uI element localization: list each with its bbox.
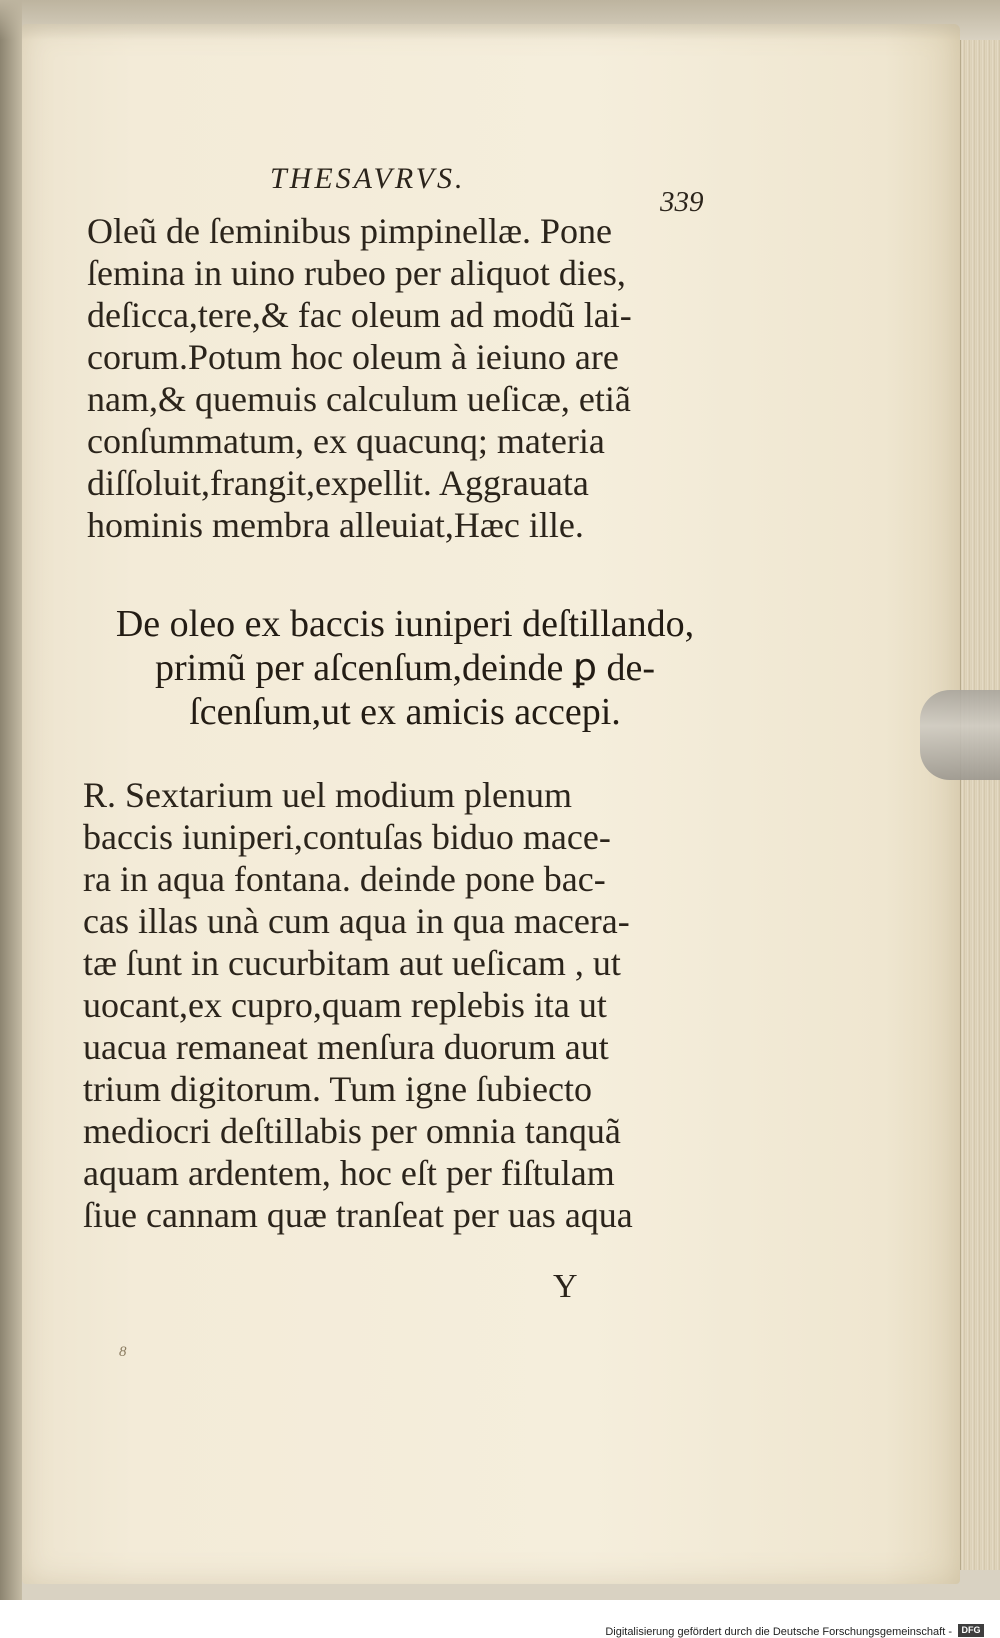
section-heading: [85, 602, 725, 734]
text-line: cas illas unà cum aqua in qua macera-: [83, 901, 630, 941]
paragraph-2: [83, 774, 723, 1236]
running-head: THESAVRVS.: [270, 162, 466, 195]
signature-mark: Y: [553, 1268, 578, 1305]
text-line: deſicca,tere,& fac oleum ad modũ lai-: [87, 295, 632, 335]
text-line: uacua remaneat menſura duorum aut: [83, 1027, 609, 1067]
text-line: conſummatum, ex quacunq; materia: [87, 421, 605, 461]
text-line: baccis iuniperi,contuſas biduo mace-: [83, 817, 611, 857]
text-line: Oleũ de ſeminibus pimpinellæ. Pone: [87, 211, 612, 251]
heading-line: primũ per aſcenſum,deinde ꝑ de-: [155, 647, 655, 689]
text-line: trium digitorum. Tum igne ſubiecto: [83, 1069, 593, 1109]
text-line: uocant,ex cupro,quam replebis ita ut: [83, 985, 607, 1025]
text-line: aquam ardentem, hoc eſt per fiſtulam: [83, 1153, 615, 1193]
text-line: R. Sextarium uel modium plenum: [83, 775, 572, 815]
text-line: diſſoluit,frangit,expellit. Aggrauata: [87, 463, 589, 503]
text-line: ſemina in uino rubeo per aliquot dies,: [87, 253, 626, 293]
bookmark-strip: [920, 690, 1000, 780]
book-spine-edge: [0, 0, 22, 1600]
funding-credit: Digitalisierung gefördert durch die Deutsche Forschungsgemeinschaft -: [605, 1626, 952, 1638]
text-line: corum.Potum hoc oleum à ieiuno are: [87, 337, 619, 377]
page-edges: [960, 40, 1000, 1570]
text-line: ſiue cannam quæ tranſeat per uas aqua: [83, 1195, 633, 1235]
margin-mark: 8: [119, 1344, 127, 1360]
text-line: hominis membra alleuiat,Hæc ille.: [87, 505, 584, 545]
top-shadow: [0, 0, 1000, 40]
page-number: 339: [660, 186, 704, 218]
text-line: mediocri deſtillabis per omnia tanquã: [83, 1111, 621, 1151]
heading-line: ſcenſum,ut ex amicis accepi.: [189, 691, 621, 733]
dfg-logo: DFG: [958, 1624, 984, 1637]
text-line: ra in aqua fontana. deinde pone bac-: [83, 859, 606, 899]
text-line: tæ ſunt in cucurbitam aut ueſicam , ut: [83, 943, 621, 983]
paragraph-1: [87, 210, 727, 546]
heading-line: De oleo ex baccis iuniperi deſtillando,: [115, 603, 695, 645]
text-line: nam,& quemuis calculum ueſicæ, etiã: [87, 379, 631, 419]
